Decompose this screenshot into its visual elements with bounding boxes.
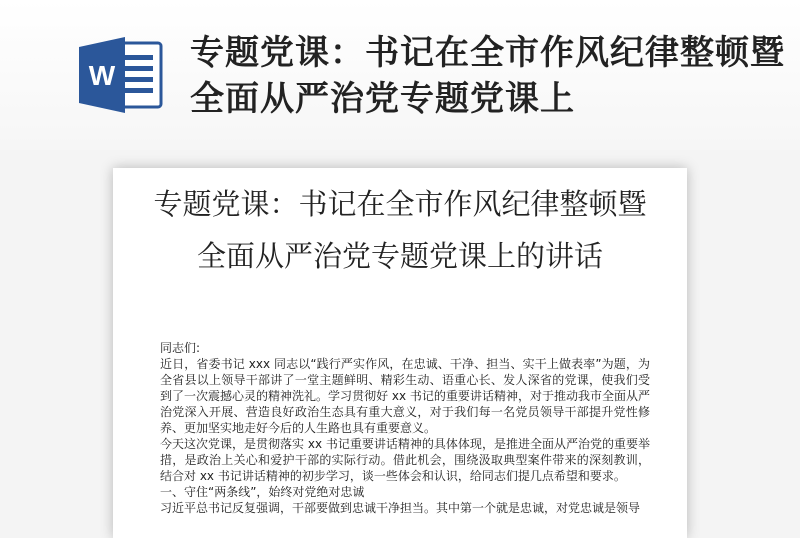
banner-title: 专题党课：书记在全市作风纪律整顿暨全面从严治党专题党课上 xyxy=(190,33,785,119)
paragraph: 习近平总书记反复强调，干部要做到忠诚干净担当。其中第一个就是忠诚，对党忠诚是领导 xyxy=(160,501,641,515)
document-page xyxy=(113,168,687,538)
document-body xyxy=(160,340,650,516)
section-heading: 一、守住“两条线”，始终对党绝对忠诚 xyxy=(160,485,365,499)
word-app-icon-letter: W xyxy=(88,60,116,91)
word-app-icon xyxy=(75,35,165,115)
document-title: 专题党课：书记在全市作风纪律整顿暨全面从严治党专题党课上的讲话 xyxy=(153,187,647,273)
banner xyxy=(0,0,800,150)
paragraph: 今天这次党课，是贯彻落实 xx 书记重要讲话精神的具体体现，是推进全面从严治党的重要举措，是政治上关心和爱护干部的实际行动。借此机会，围绕汲取典型案件带来的深刻教训，结合对 xx 书记讲话精神的初步学习，谈一些体会和认识，给同志们提几点希望和要求。 xyxy=(160,437,650,483)
salutation: 同志们: xyxy=(160,341,201,355)
paragraph: 近日，省委书记 xxx 同志以“践行严实作风，在忠诚、干净、担当、实干上做表率”为题，为全省县以上领导干部讲了一堂主题鲜明、精彩生动、语重心长、发人深省的党课，使我们受到了一次震撼心灵的精神洗礼。学习贯彻好 xx 书记的重要讲话精神，对于推动我市全面从严治党深入开展、营造良好政治生态具有重大意义，对于我们每一名党员领导干部提升党性修养、更加坚实地走好今后的人生路也具有重要意义。 xyxy=(160,357,650,435)
